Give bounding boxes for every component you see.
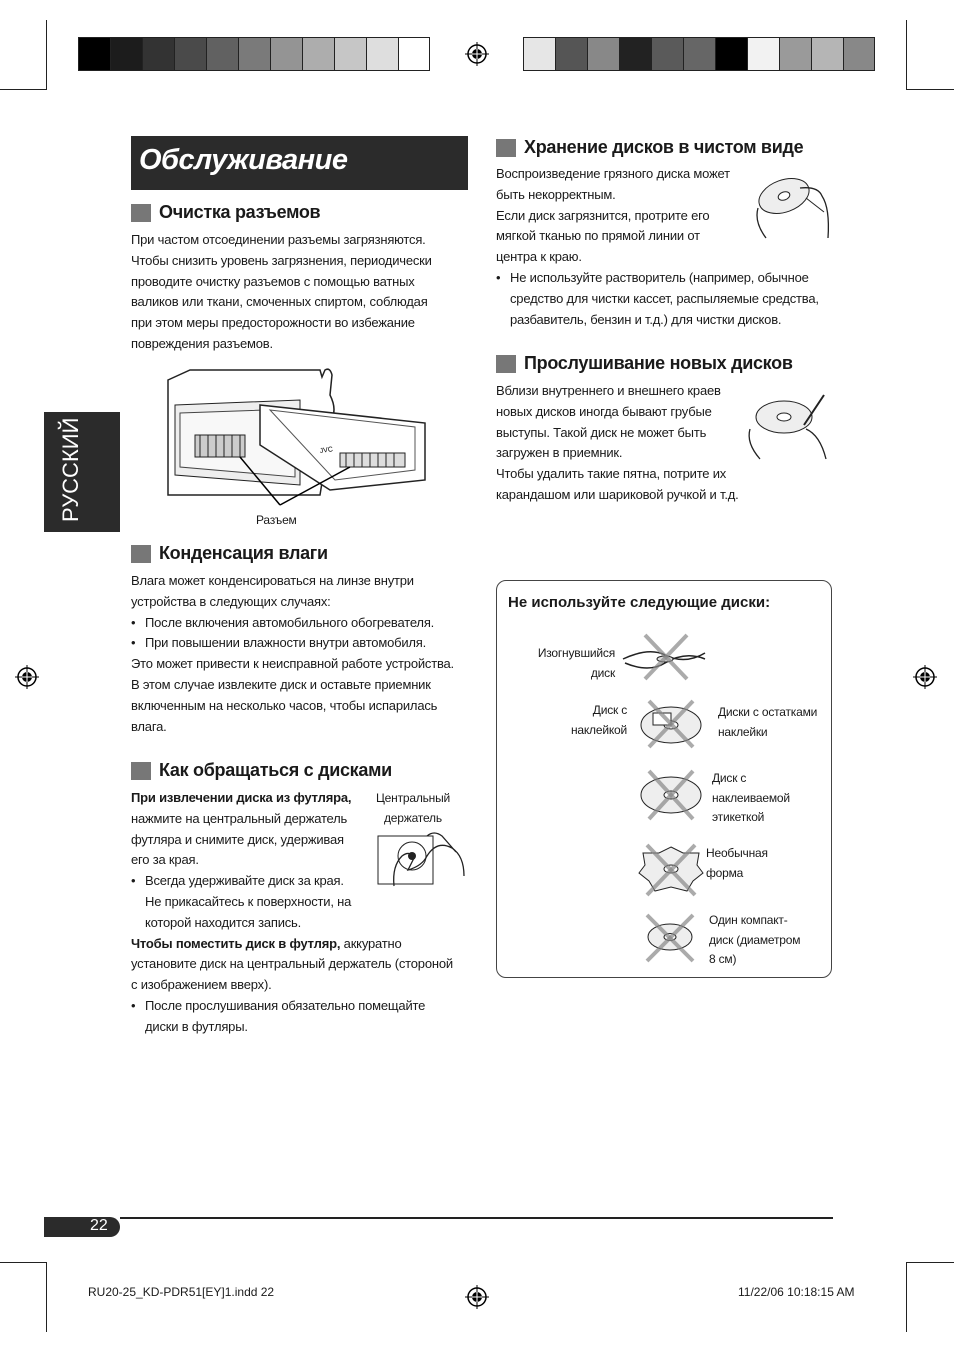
handling-text: При извлечении диска из футляра, нажмите на центральный держатель футляра и снимите диск, удерживая его за края. • Всегда удерживайте диск за края. Не прикасайтесь к поверхности, на которой находится запись. Чтобы поместить диск в футляр, аккуратно установите диск на центральный держатель (стороной с изображением вверх). • После прослушивания обязательно помещайте диски в футляры. [131,790,453,1034]
crop-mark [906,1262,907,1332]
center-holder-label: Центральный держатель [376,791,451,825]
page-title-banner [131,136,468,190]
gray-calibration-bar-right [523,37,875,71]
registration-mark-icon [913,665,937,689]
connectors-text: При частом отсоединении разъемы загрязняются. Чтобы снизить уровень загрязнения, периодически проводите очистку разъемов с помощью ватных валиков или ткани, смоченных спиртом, соблюдая при этом меры предосторожности во избежание повреждения разъемов. [131,232,432,351]
page-number: 22 [90,1217,108,1234]
disc-case-hand-icon [372,826,468,890]
connector-label: Разъем [256,513,297,527]
registration-mark-icon [465,1285,489,1309]
footer-file: RU20-25_KD-PDR51[EY]1.indd 22 [88,1285,275,1299]
section-heading-condensation: Конденсация влаги [131,543,328,564]
heading-square-icon [496,355,516,373]
sticker-disc-label: Диск с наклейкой [570,703,627,737]
sticker-disc-icon [631,699,711,749]
svg-text:JVC: JVC [319,446,334,455]
heading-square-icon [131,762,151,780]
label-disc-icon [631,769,711,821]
crop-mark [0,1262,46,1263]
crop-mark [907,89,954,90]
section-heading-new-discs: Прослушивание новых дисков [496,353,793,374]
crop-mark [0,89,46,90]
disc-wiping-icon [750,168,836,246]
label-disc-text: Диск с наклеиваемой этикеткой [712,771,790,824]
disc-pencil-icon [744,385,834,465]
section-heading-handling: Как обращаться с дисками [131,760,392,781]
clean-discs-text: Воспроизведение грязного диска может быть некорректным. Если диск загрязнится, протрите его мягкой тканью по прямой линии от центра к краю. • Не используйте растворитель (например, обычное средство для чистки кассет, распыляемые средства, разбавитель, бензин и т.д.) для чистки дисков. [496,166,819,327]
footer-timestamp: 11/22/06 10:18:15 AM [738,1285,855,1299]
bottom-rule [120,1217,833,1219]
crop-mark [906,20,907,90]
crop-mark [46,1262,47,1332]
warped-disc-label: Изогнувшийся диск [537,646,615,680]
heading-square-icon [131,545,151,563]
registration-mark-icon [15,665,39,689]
residue-disc-label: Диски с остатками наклейки [718,705,818,739]
language-label: РУССКИЙ [58,417,83,522]
do-not-use-heading: Не используйте следующие диски: [508,594,771,611]
page-title: Обслуживание [139,144,348,176]
small-disc-icon [635,911,705,963]
odd-shape-disc-icon [631,841,711,897]
page-number-tab [44,1217,120,1237]
odd-shape-label: Необычная форма [706,846,768,880]
language-side-tab [44,412,120,532]
section-heading-connectors: Очистка разъемов [131,202,320,223]
small-disc-label: Один компакт- диск (диаметром 8 см) [709,913,801,966]
new-discs-text: Вблизи внутреннего и внешнего краев новых дисков иногда бывают грубые выступы. Такой диск не может быть загружен в приемник. Чтобы удалить такие пятна, потрите их карандашом или шариковой ручкой и т.д. [496,383,739,502]
warped-disc-icon [619,633,709,683]
heading-square-icon [131,204,151,222]
gray-calibration-bar-left [78,37,430,71]
registration-mark-icon [465,42,489,66]
crop-mark [46,20,47,90]
section-heading-clean-discs: Хранение дисков в чистом виде [496,137,803,158]
crop-mark [907,1262,954,1263]
condensation-text: Влага может конденсироваться на линзе внутри устройства в следующих случаях: • После включения автомобильного обогревателя. • При повышении влажности внутри автомобиля. Это может привести к неисправной работе устройства. В этом случае извлеките диск и оставьте приемник включенным на несколько часов, чтобы испарилась влага. [131,573,454,734]
do-not-use-discs-box [496,580,832,978]
receiver-illustration [160,365,435,510]
heading-square-icon [496,139,516,157]
